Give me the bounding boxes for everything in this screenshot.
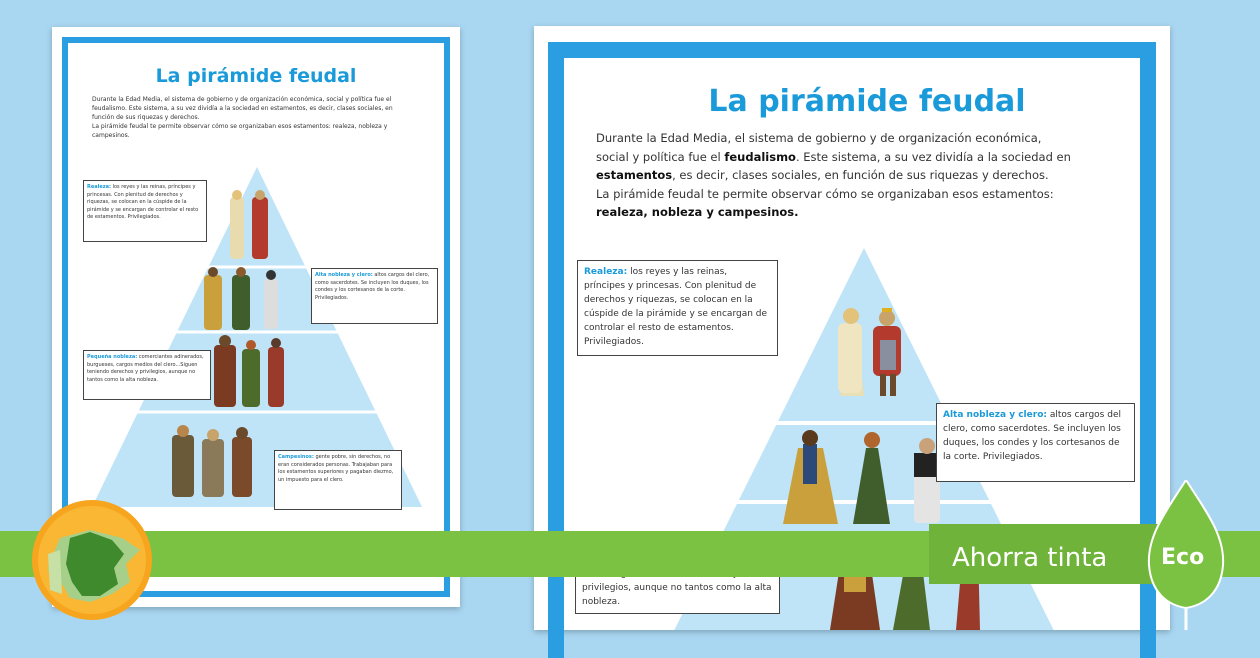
right-pequena-nobleza-text: privilegios, aunque no tantos como la alta nobleza. (582, 583, 772, 607)
left-low-nobility-figures (214, 335, 284, 407)
right-intro-l4: La pirámide feudal te permite observar cómo se organizaban esos estamentos: (596, 186, 1054, 201)
left-realeza-box (83, 180, 207, 242)
left-campesinos-box (274, 450, 402, 510)
right-intro-l5: realeza, nobleza y campesinos. (596, 205, 799, 219)
right-realeza-label: Realeza: (584, 267, 628, 277)
right-intro-l1: Durante la Edad Media, el sistema de gobierno y de organización económica, (596, 131, 1042, 145)
left-pequena-nobleza-text: comerciantes adinerados, burgueses, cargos medios del clero...Siguen teniendo derechos y privilegios, aunque no tantos como la alta nobleza. (87, 354, 204, 383)
right-intro-text (596, 129, 1141, 222)
spain-map-icon (30, 498, 154, 622)
left-campesinos-text: gente pobre, sin derechos, no eran considerados personas. Trabajaban para los estamentos superiores y pagaban diezmo, un impuesto para el clero. (278, 454, 394, 483)
right-intro-l3b: , es decir, clases sociales, en función de sus riquezas y derechos. (672, 168, 1049, 182)
left-peasant-figures (172, 425, 252, 497)
left-pequena-nobleza-box (83, 350, 211, 400)
left-alta-nobleza-label: Alta nobleza y clero: (315, 272, 373, 278)
right-alta-nobleza-text: altos cargos del clero, como sacerdotes. Se incluyen los duques, los condes y los cortesanos de la corte. Privilegiados. (943, 410, 1121, 462)
eco-badge-label: Eco (1161, 545, 1205, 570)
right-realeza-box (577, 260, 778, 356)
left-alta-nobleza-text: altos cargos del clero, como sacerdotes. Se incluyen los duques, los condes y los cortesanos de la corte. Privilegiados. (315, 272, 430, 301)
left-alta-nobleza-box (311, 268, 438, 324)
right-alta-nobleza-box (936, 403, 1135, 482)
left-intro-text (92, 95, 412, 140)
eco-banner-text: Ahorra tinta (952, 543, 1108, 573)
right-page-title: La pirámide feudal (708, 84, 1026, 119)
left-page-title: La pirámide feudal (155, 65, 357, 87)
left-realeza-label: Realeza: (87, 184, 112, 190)
right-intro-l2c: . Este sistema, a su vez dividía a la sociedad en (795, 149, 1071, 164)
left-intro-p2: La pirámide feudal te permite observar cómo se organizaban esos estamentos: realeza, nobleza y campesinos. (92, 123, 388, 139)
right-realeza-text: los reyes y las reinas, príncipes y princesas. Con plenitud de derechos y riquezas, se colocan en la cúspide de la pirámide y se encargan de controlar el resto de estamentos. Privilegiados. (584, 267, 768, 347)
right-intro-estamentos: estamentos (596, 168, 673, 182)
left-high-nobility-figures (204, 267, 278, 330)
right-alta-nobleza-label: Alta nobleza y clero: (943, 410, 1047, 420)
left-campesinos-label: Campesinos: (278, 454, 314, 460)
left-realeza-text: los reyes y las reinas, príncipes y princesas. Con plenitud de derechos y riquezas, se colocan en la cúspide de la pirámide y se encargan de controlar el resto de estamentos. Privilegiados. (87, 184, 199, 220)
left-pequena-nobleza-label: Pequeña nobleza: (87, 354, 138, 360)
left-intro-p1: Durante la Edad Media, el sistema de gobierno y de organización económica, social y política fue el feudalismo. Este sistema, a su vez dividía a la sociedad en estamentos, es decir, clases sociales, en función de sus riquezas y derechos. (92, 96, 393, 121)
right-intro-l2a: social y política fue el (596, 149, 725, 164)
right-intro-feudalismo: feudalismo (724, 149, 796, 164)
